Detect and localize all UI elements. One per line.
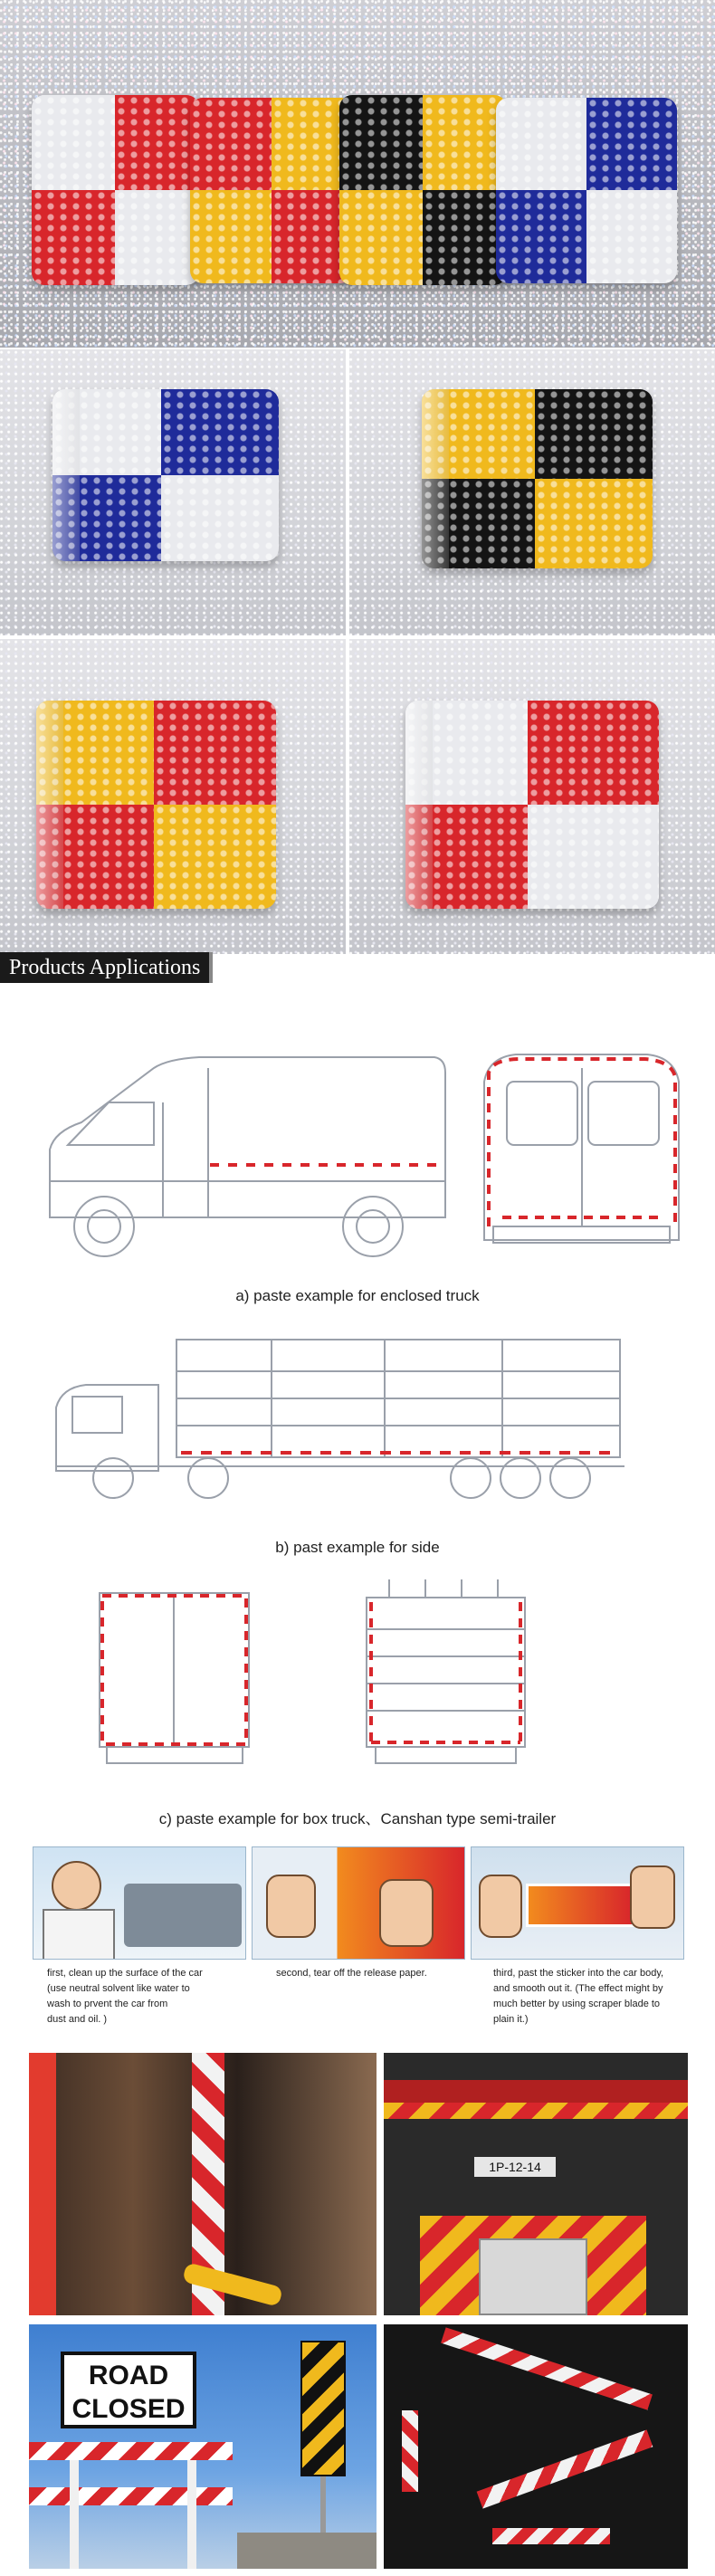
roll-photo-blue-white [0, 349, 346, 635]
step-2-text: second, tear off the release paper. [276, 1968, 427, 1979]
caption-c: c) paste example for box truck、Canshan type semi-trailer [158, 1810, 557, 1827]
photo-bucket-truck [384, 2324, 688, 2569]
diagram-side-truck [0, 1317, 715, 1525]
step-1-text: first, clean up the surface of the car (use neutral solvent like water to wash to prvent the car from dust and oil. ) [47, 1968, 203, 2025]
roll-photo-yellow-black [349, 349, 715, 635]
tape-roll-red-white [32, 95, 199, 285]
license-plate: 1P-12-14 [474, 2157, 556, 2177]
photo-pillar-tape [29, 2053, 377, 2315]
caption-b: b) past example for side [275, 1539, 440, 1556]
step-1-illustration [33, 1846, 246, 1960]
caption-a: a) paste example for enclosed truck [235, 1287, 480, 1304]
tape-roll-yellow-red [190, 98, 353, 283]
roll-photo-yellow-red [0, 639, 346, 954]
diagram-enclosed-truck [0, 1032, 715, 1285]
step-2-illustration [252, 1846, 465, 1960]
diagram-box-truck [0, 1575, 715, 1792]
hero-photo [0, 0, 715, 348]
tape-roll-blue-white [496, 98, 677, 283]
photo-truck-rear [384, 2053, 688, 2315]
roll-photo-grid [0, 349, 715, 954]
roll-photo-white-red [349, 639, 715, 954]
photo-road-closed [29, 2324, 377, 2569]
road-closed-sign: ROAD CLOSED [61, 2352, 196, 2428]
step-3-text: third, past the sticker into the car body, and smooth out it. (The effect might by much better by using scraper blade to plain it.) [493, 1968, 664, 2025]
tape-roll-black-yellow [339, 95, 507, 285]
section-title: Products Applications [0, 952, 213, 983]
step-3-illustration [471, 1846, 684, 1960]
